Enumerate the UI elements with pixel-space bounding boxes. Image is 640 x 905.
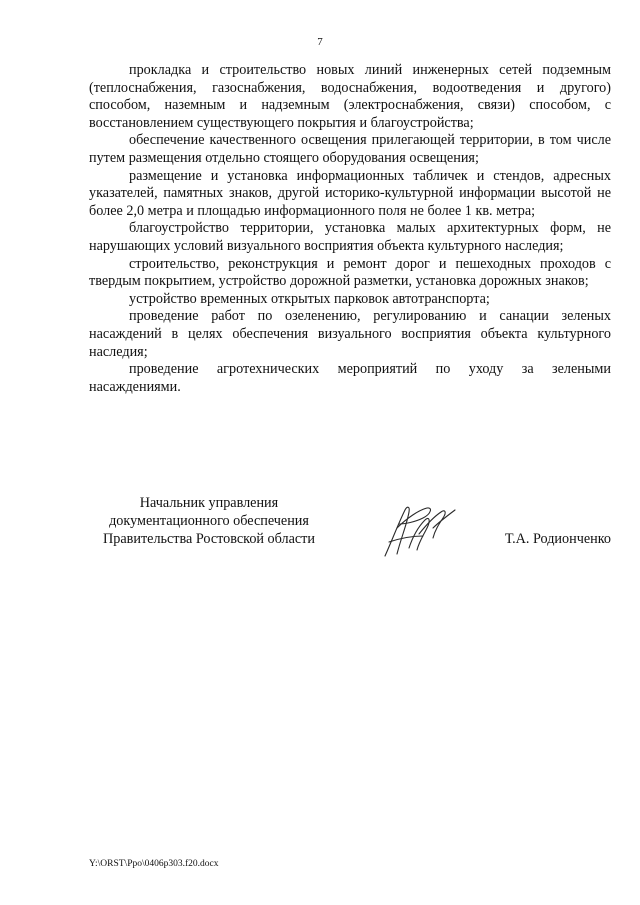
paragraph: прокладка и строительство новых линий инженерных сетей подземным (теплоснабжения, газоснабжения, водоснабжения, водоотведения и другого) способом, наземным и надземным (электроснабжения, связи) способом, с восстановлением существующего покрытия и благоустройства; xyxy=(89,62,611,131)
paragraph: проведение работ по озеленению, регулированию и санации зеленых насаждений в целях обеспечения визуального восприятия объекта культурного наследия; xyxy=(89,308,611,360)
paragraph: обеспечение качественного освещения прилегающей территории, в том числе путем размещения отдельно стоящего оборудования освещения; xyxy=(89,132,611,166)
signer-position-line: Начальник управления xyxy=(139,495,279,511)
paragraph: строительство, реконструкция и ремонт дорог и пешеходных проходов с твердым покрытием, устройство дорожной разметки, установка дорожных знаков; xyxy=(89,255,611,290)
document-body xyxy=(89,62,611,396)
page-number: 7 xyxy=(317,36,323,48)
signature-block xyxy=(89,494,611,564)
handwritten-signature xyxy=(379,498,459,564)
signer-name: Т.А. Родионченко xyxy=(504,531,611,547)
paragraph: проведение агротехнических мероприятий по уходу за зелеными насаждениями. xyxy=(89,361,611,395)
paragraph: размещение и установка информационных табличек и стендов, адресных указателей, памятных знаков, другой историко-культурной информации высотой не более 2,0 метра и площадью информационного поля не более 1 кв. метра; xyxy=(89,167,611,219)
paragraph: благоустройство территории, установка малых архитектурных форм, не нарушающих условий визуального восприятия объекта культурного наследия; xyxy=(89,220,611,254)
signer-position xyxy=(89,494,329,548)
signer-position-line: документационного обеспечения xyxy=(109,513,309,529)
signer-position-line: Правительства Ростовской области xyxy=(103,531,315,547)
file-path: Y:\ORST\Ppo\0406p303.f20.docx xyxy=(89,859,219,869)
paragraph: устройство временных открытых парковок автотранспорта; xyxy=(129,290,490,307)
